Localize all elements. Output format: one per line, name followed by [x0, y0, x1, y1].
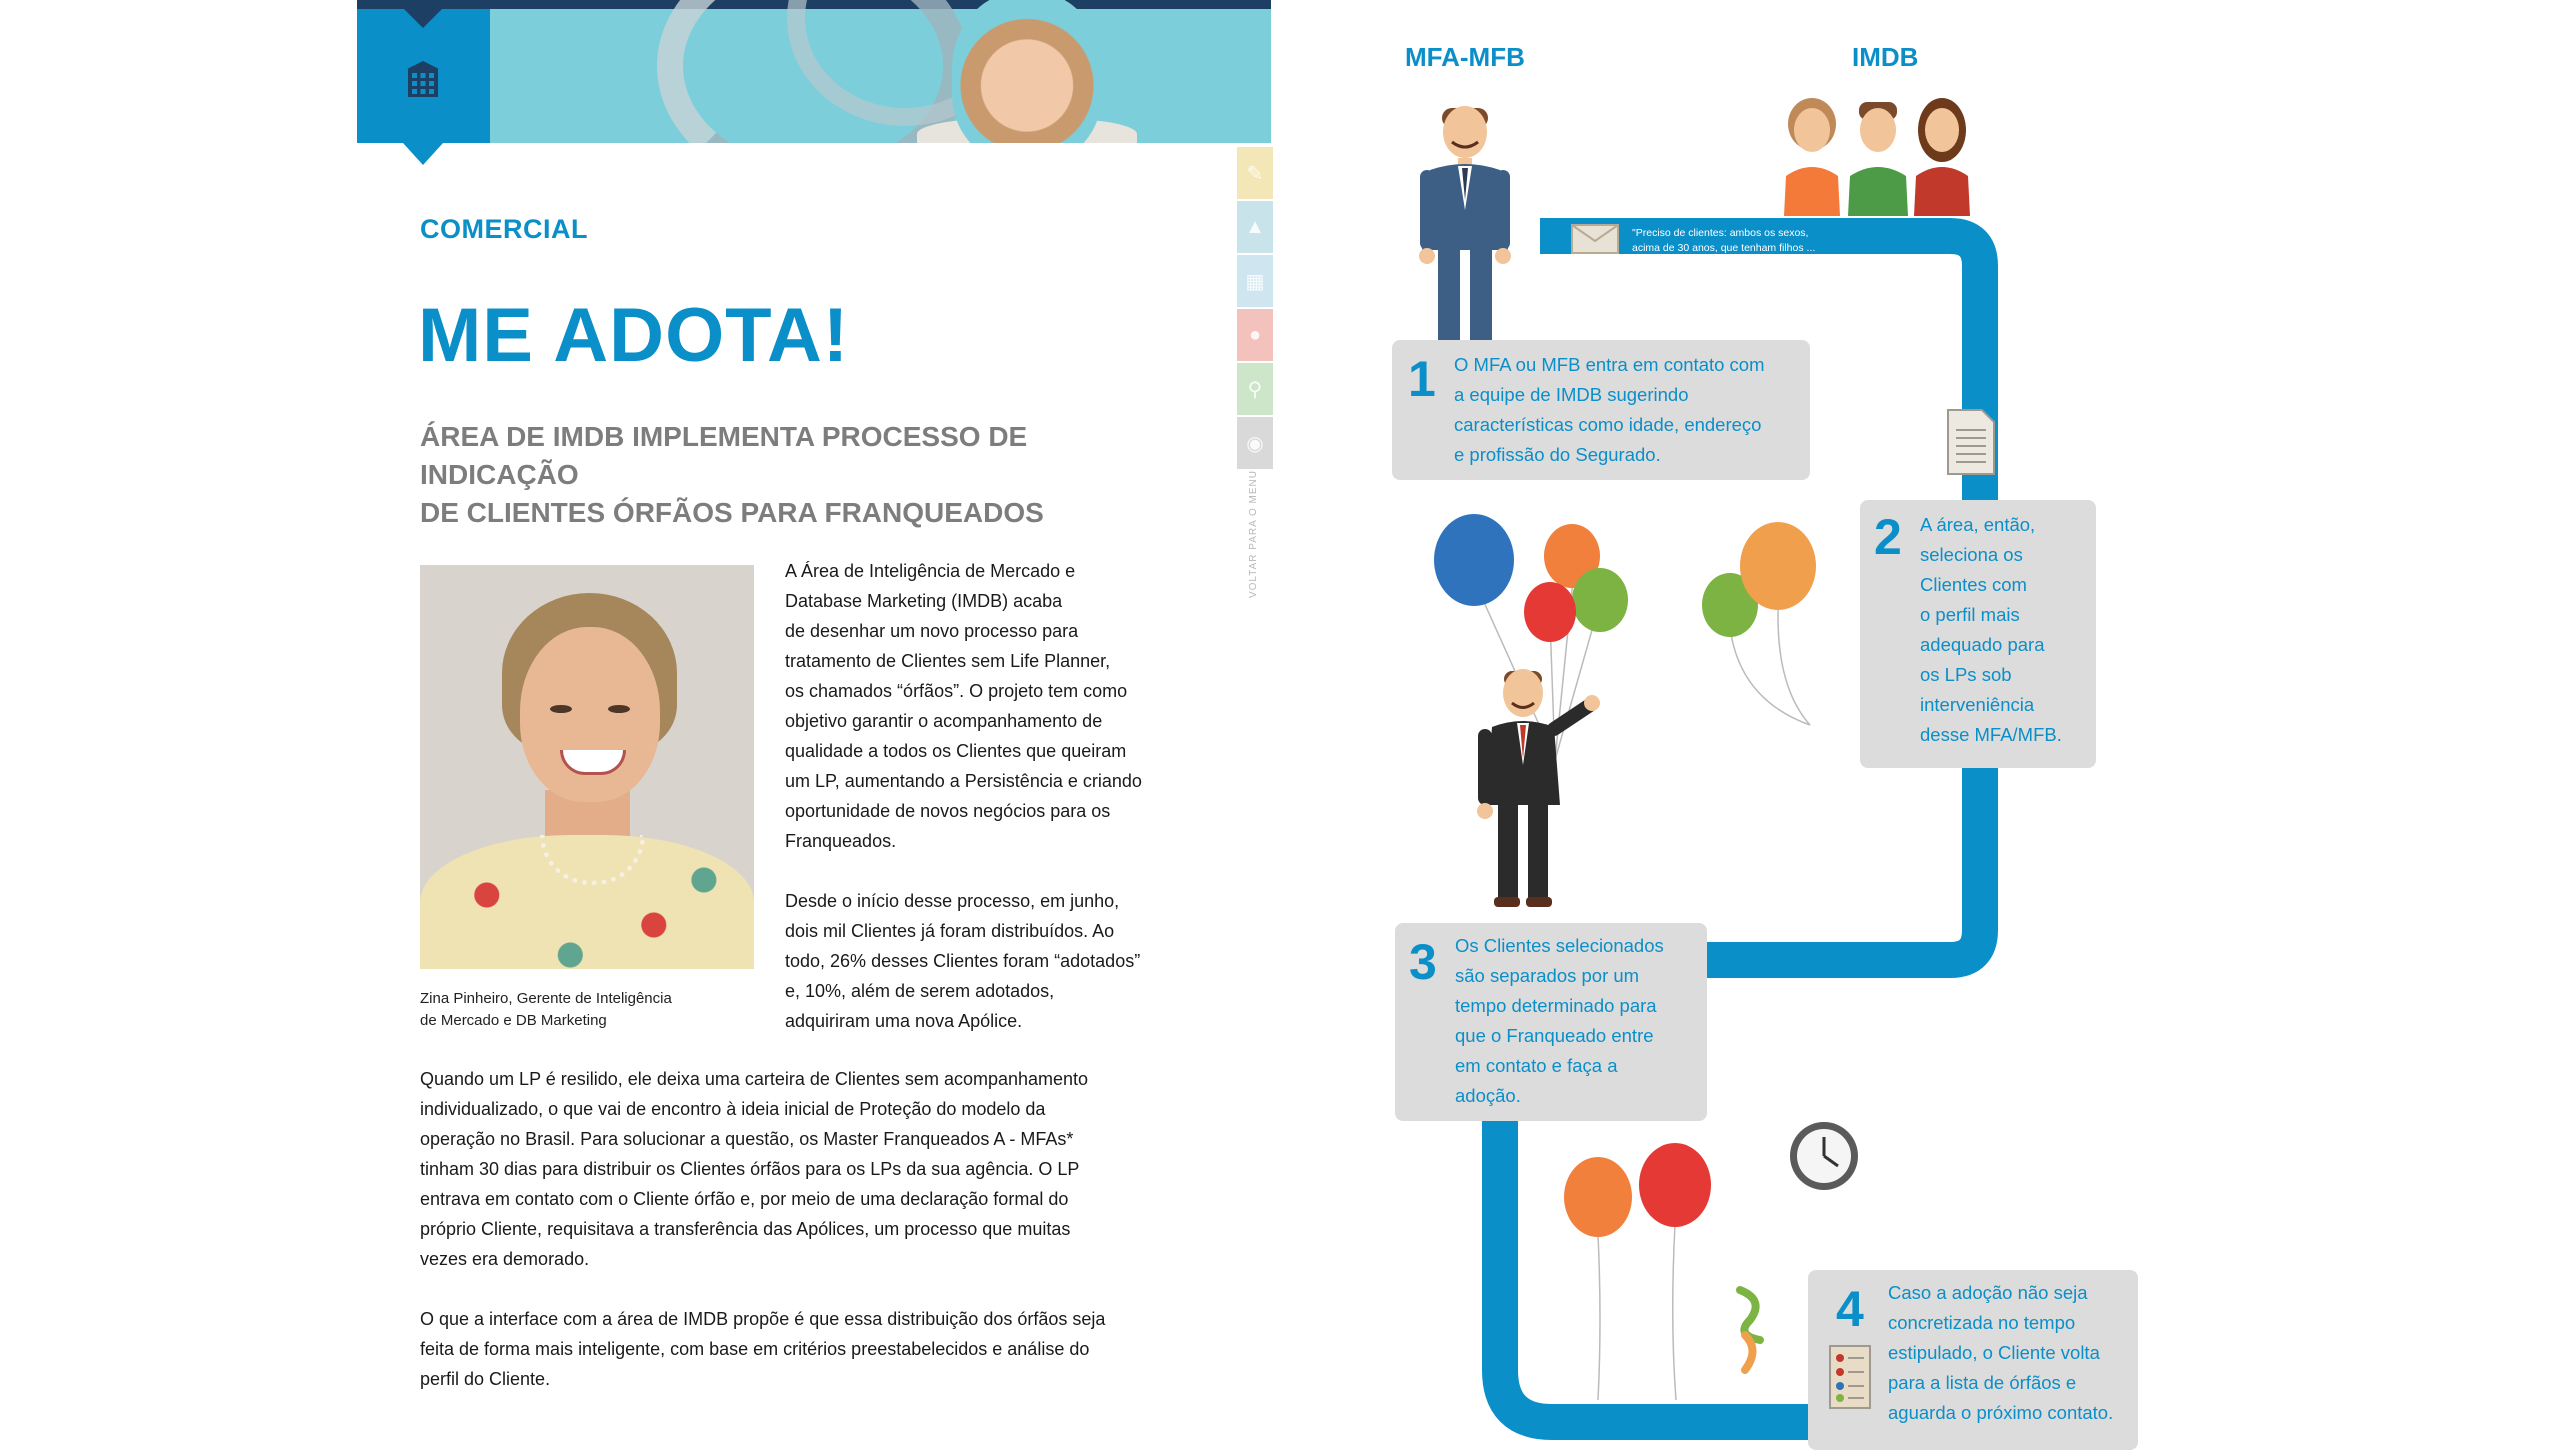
step-number: 2: [1874, 509, 1902, 565]
section-label: COMERCIAL: [420, 214, 588, 244]
step-4-box: [1808, 1270, 2138, 1450]
subhead-line: DE CLIENTES ÓRFÃOS PARA FRANQUEADOS: [420, 497, 1044, 528]
paragraph: Desde o início desse processo, em junho, dois mil Clientes já foram distribuídos. Ao todo, 26% desses Clientes foram “adotados” e, 10%, além de serem adotados, adquiriram uma nova Apólice.: [785, 891, 1141, 1031]
step-1-box: [1392, 340, 1810, 480]
location-pin-icon: ⚲: [1247, 378, 1263, 401]
tab-notch-bottom: [403, 143, 443, 165]
balloons-cluster-profiles: [1702, 522, 1816, 637]
paragraph: O que a interface com a área de IMDB propõe é que essa distribuição dos órfãos seja feita de forma mais inteligente, com base em critérios preestabelecidos e análise do perfil do Cliente.: [420, 1309, 1106, 1389]
subhead-line: ÁREA DE IMDB IMPLEMENTA PROCESSO DE INDICAÇÃO: [420, 421, 1028, 490]
building-small-icon: ▦: [1245, 270, 1265, 293]
side-tab-location[interactable]: [1237, 363, 1273, 415]
step-text: Os Clientes selecionados são separados por um tempo determinado para que o Franqueado entre em contato e faça a adoção.: [1455, 935, 1664, 1106]
article-subhead: [420, 418, 1180, 532]
label-imdb: IMDB: [1852, 42, 1919, 72]
imdb-team: [1784, 98, 1970, 216]
chat-bubble-icon: ◉: [1246, 432, 1264, 455]
step-number: 4: [1836, 1281, 1864, 1337]
paragraph: Quando um LP é resilido, ele deixa uma carteira de Clientes sem acompanhamento individualizado, o que vai de encontro à ideia inicial de Proteção do modelo da operação no Brasil. Para solucionar a questão, os Master Franqueados A - MFAs* tinham 30 dias para distribuir os Clientes órfãos para os LPs da sua agência. O LP entrava em contato com o Cliente órfão e, por meio de uma declaração formal do próprio Cliente, requisitava a transferência das Apólices, um processo que muitas vezes era demorado.: [420, 1069, 1089, 1269]
step-3-box: [1395, 923, 1707, 1121]
side-tab-chat[interactable]: [1237, 417, 1273, 469]
side-tab-building[interactable]: [1237, 255, 1273, 307]
deflated-balloon: [1740, 1290, 1760, 1370]
franchisee-businessman: [1477, 669, 1600, 907]
envelope-icon: [1572, 225, 1618, 253]
balloons-cluster-adoption: [1564, 1143, 1711, 1237]
paragraph: A Área de Inteligência de Mercado e Database Marketing (IMDB) acaba de desenhar um novo processo para tratamento de Clientes sem Life Planner, os chamados “órfãos”. O projeto tem como objetivo garantir o acompanhamento de qualidade a todos os Clientes que queiram um LP, aumentando a Persistência e criando oportunidade de novos negócios para os Franqueados.: [785, 561, 1142, 851]
client-list-icon: [1828, 1342, 1872, 1412]
label-mfa-mfb: MFA-MFB: [1405, 42, 1525, 72]
portrait-photo: [420, 565, 754, 969]
header-banner: [357, 0, 1271, 143]
person-icon: ●: [1248, 323, 1262, 346]
step-text: A área, então, seleciona os Clientes com o perfil mais adequado para os LPs sob interveniência desse MFA/MFB.: [1920, 514, 2062, 745]
request-message: "Preciso de clientes: ambos os sexos, acima de 30 anos, que tenham filhos ...: [1632, 227, 1816, 254]
building-icon: [403, 59, 443, 99]
clock-icon: [1790, 1122, 1858, 1190]
banner-person-photo: [952, 0, 1102, 143]
photo-caption: [420, 988, 720, 1032]
side-menu-tabs: [1237, 147, 1273, 471]
section-icon-tab[interactable]: [357, 9, 490, 143]
step-2-box: [1860, 500, 2096, 768]
caption-line: Zina Pinheiro, Gerente de Inteligência: [420, 990, 672, 1007]
tab-notch-top: [403, 8, 443, 28]
graduation-cap-icon: ▲: [1245, 215, 1265, 238]
pencil-icon: ✎: [1246, 162, 1264, 185]
step-number: 3: [1409, 934, 1437, 990]
process-flow-illustration: [1340, 60, 2340, 1440]
document-icon: [1948, 410, 1994, 474]
back-to-menu-link[interactable]: VOLTAR PARA O MENU: [1248, 470, 1259, 599]
step-text: Caso a adoção não seja concretizada no tempo estipulado, o Cliente volta para a lista de órfãos e aguarda o próximo contato.: [1888, 1282, 2114, 1423]
article-column-text: [785, 556, 1185, 1066]
side-tab-person[interactable]: [1237, 309, 1273, 361]
mfa-businessman: [1419, 106, 1511, 354]
balloons-cluster-selected-shapes: [1434, 514, 1628, 642]
step-number: 1: [1408, 351, 1436, 407]
article-headline: ME ADOTA!: [418, 293, 850, 378]
caption-line: de Mercado e DB Marketing: [420, 1012, 607, 1029]
step-text: O MFA ou MFB entra em contato com a equipe de IMDB sugerindo características como idade, endereço e profissão do Segurado.: [1454, 354, 1765, 465]
side-tab-graduation[interactable]: [1237, 201, 1273, 253]
side-tab-pencil[interactable]: [1237, 147, 1273, 199]
article-body-text: [420, 1064, 1180, 1424]
